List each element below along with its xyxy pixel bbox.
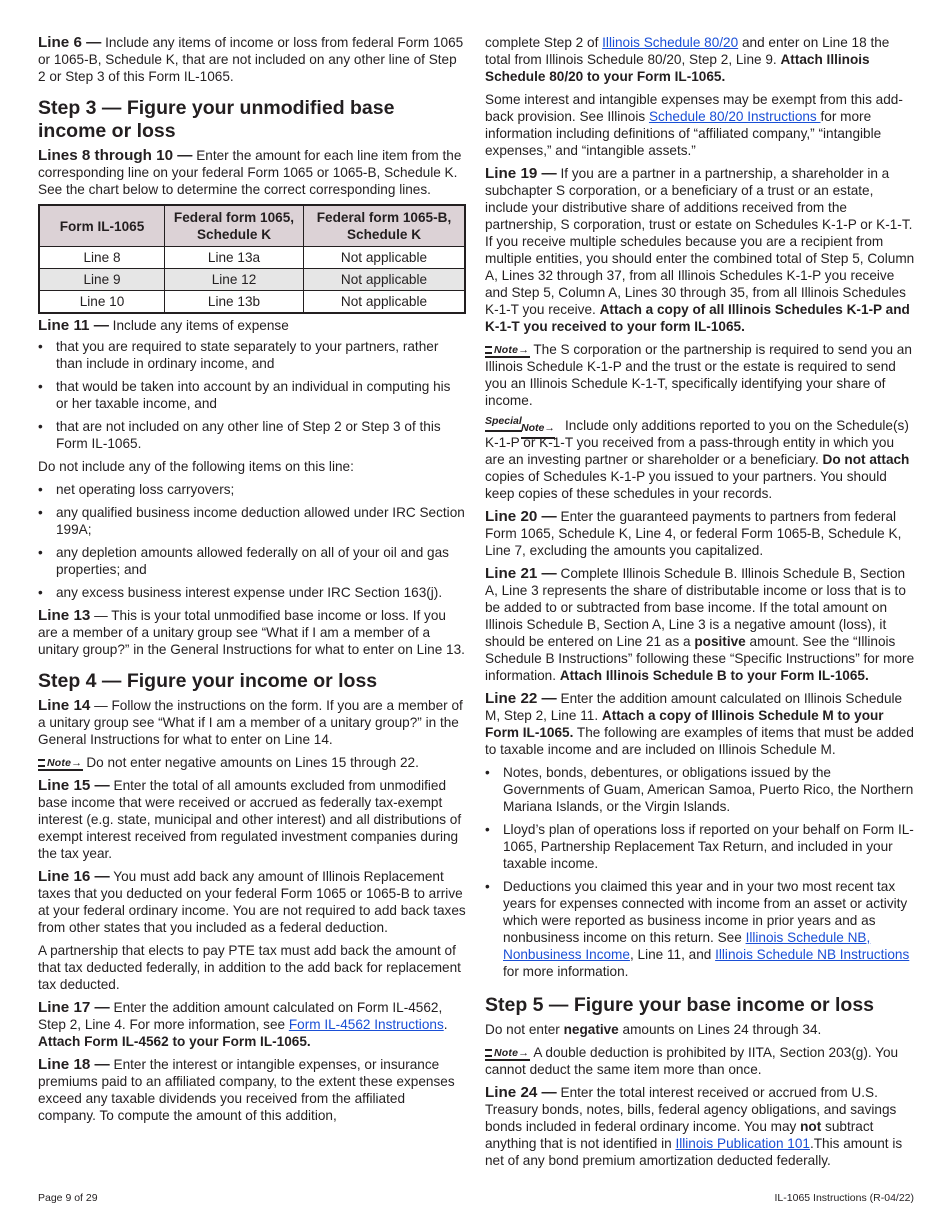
line17-period: . [443, 1017, 448, 1032]
line15-text: Enter the total of all amounts excluded from unmodified base income that were received or accrued as federally tax-exempt interest (e.g. state, municipal and other interest) and all distributions of exempt interest received from regulated investment companies during the tax year. [38, 778, 462, 861]
form-id: IL-1065 Instructions (R-04/22) [774, 1192, 914, 1204]
line17-paragraph [38, 999, 466, 1050]
line24-not: not [800, 1119, 822, 1134]
table-row [39, 291, 465, 314]
note14-text: Do not enter negative amounts on Lines 15 through 22. [86, 755, 419, 770]
table-cell: Not applicable [304, 247, 466, 269]
table-cell: Line 13b [165, 291, 304, 314]
b3-text-b: , Line 11, and [629, 947, 716, 962]
list-item: • Notes, bonds, debentures, or obligations issued by the Governments of Guam, American Samoa, Puerto Rico, the Northern Mariana Islands, or the Virgin Islands. [485, 764, 915, 815]
list-item: • any excess business interest expense under IRC Section 163(j). [38, 584, 466, 601]
lines8-10-text: Enter the amount for each line item from the corresponding line on your federal Form 1065 or 1065-B, Schedule K. See the chart below to determine the correct corresponding lines. [38, 148, 462, 197]
form-il4562-instructions-link[interactable]: Form IL-4562 Instructions [288, 1017, 444, 1032]
line11-list [38, 338, 466, 452]
line15-paragraph [38, 777, 466, 862]
line20-label: Line 20 — [485, 508, 557, 525]
special-note-icon [485, 415, 563, 433]
schedule-nb-link[interactable]: Illinois Schedule NB, Nonbusiness Income [503, 930, 871, 962]
line6-text: Include any items of income or loss from federal Form 1065 or 1065-B, Schedule K, that are not included on any other line of Step 2 or Step 3 of this Form IL-1065. [38, 35, 464, 84]
line21-label: Line 21 — [485, 565, 557, 582]
line17-attach-text: Attach Form IL-4562 to your Form IL-1065. [38, 1034, 311, 1049]
line11-text: Include any items of expense [108, 318, 289, 333]
note-line14 [38, 754, 466, 771]
note-label: Note [47, 757, 72, 769]
special-note-label: Note→ [521, 420, 555, 439]
line21-text: Complete Illinois Schedule B. Illinois Schedule B, Section A, Line 3 represents the share of distributable income or loss that is to be added to or subtracted from base income. If the total amount on Illinois Schedule B, Section A, Line 3 is a negative amount (loss), it should be entered on Line 21 as a [485, 566, 906, 649]
cont-text-a: complete Step 2 of [485, 35, 603, 50]
exclude-list [38, 481, 466, 601]
step5-heading: Step 5 — Figure your base income or loss [485, 994, 875, 1016]
line14-paragraph [38, 697, 466, 748]
list-item: • any qualified business income deduction allowed under IRC Section 199A; [38, 504, 466, 538]
pte-paragraph: A partnership that elects to pay PTE tax must add back the amount of that tax deducted federally, in addition to the add back for replacement tax deducted. [38, 943, 461, 992]
step5-intro [485, 1021, 915, 1038]
special-note-word: Note [521, 422, 545, 434]
table-cell: Line 10 [39, 291, 165, 314]
table-header: Federal form 1065, Schedule K [165, 205, 304, 247]
line21-paragraph [485, 565, 915, 684]
line22-attach-text: Attach a copy of Illinois Schedule M to your Form IL-1065. [485, 708, 884, 740]
special-note [485, 415, 915, 502]
line14-text: — Follow the instructions on the form. If you are a member of a unitary group see “What if I am a member of a unitary group?” in the General Instructions for what to enter on Line 14. [38, 698, 463, 747]
table-row [39, 269, 465, 291]
line11-label: Line 11 — [38, 317, 109, 334]
table-cell: Line 12 [165, 269, 304, 291]
do-not-include-text: Do not include any of the following items on this line: [38, 459, 354, 474]
list-item: • net operating loss carryovers; [38, 481, 466, 498]
line19-attach-text: Attach a copy of all Illinois Schedules K-1-P and K-1-T you received to your form IL-1065. [485, 302, 910, 334]
lines8-10-label: Lines 8 through 10 — [38, 147, 193, 164]
publication-101-link[interactable]: Illinois Publication 101 [675, 1136, 810, 1151]
special-do-not-attach: Do not attach [822, 452, 910, 467]
line20-text: Enter the guaranteed payments to partners from federal Form 1065, Schedule K, Line 4, or federal Form 1065-B, Schedule K, Line 7, excluding the amounts you capitalized. [485, 509, 902, 558]
note-icon: Note→ [485, 1048, 530, 1061]
line17-text: Enter the addition amount calculated on Form IL-4562, Step 2, Line 4. For more information, see [38, 1000, 443, 1032]
special-text-b: copies of Schedules K-1-P you issued to your partners. You should keep copies of these schedules in your records. [485, 469, 887, 501]
line21-positive: positive [694, 634, 746, 649]
line22-text: Enter the addition amount calculated on Illinois Schedule M, Step 2, Line 11. [485, 691, 903, 723]
line19-paragraph [485, 165, 915, 335]
line-correspondence-table [38, 204, 466, 314]
line19-label: Line 19 — [485, 165, 557, 182]
schedule-m-list [485, 764, 915, 980]
line17-label: Line 17 — [38, 999, 110, 1016]
table-cell: Line 9 [39, 269, 165, 291]
exempt-text-a: Some interest and intangible expenses may be exempt from this add-back provision. See Illinois [485, 92, 903, 124]
table-header: Federal form 1065-B, Schedule K [304, 205, 466, 247]
line24-text2: subtract anything that is not identified in [485, 1119, 874, 1151]
line6-paragraph [38, 34, 466, 85]
line13-label: Line 13 [38, 607, 91, 624]
table-cell: Not applicable [304, 291, 466, 314]
line22-paragraph [485, 690, 915, 758]
table-header: Form IL-1065 [39, 205, 165, 247]
line18-paragraph [38, 1056, 466, 1124]
cont-attach-text: Attach Illinois Schedule 80/20 to your Form IL-1065. [485, 52, 870, 84]
b3-text-c: for more information. [503, 964, 629, 979]
schedule-nb-instructions-link[interactable]: Illinois Schedule NB Instructions [715, 947, 910, 962]
line24-text: Enter the total interest received or accrued from U.S. Treasury bonds, notes, bills, federal agency obligations, and savings bonds included in federal ordinary income. You may [485, 1085, 897, 1134]
line11-paragraph [38, 317, 466, 334]
line6-label: Line 6 — [38, 34, 102, 51]
line22-text2: The following are examples of items that must be added to taxable income and are included on Illinois Schedule M. [485, 725, 914, 757]
step3-heading: Step 3 — Figure your unmodified base income or loss [38, 97, 395, 142]
b3-text-a: Deductions you claimed this year and in your two most recent tax years for expenses connected with income from an asset or activity which were reported as business income in prior years and as nonbusiness income on this return. See [503, 879, 908, 945]
list-item: • that you are required to state separately to your partners, rather than include in ordinary income, and [38, 338, 466, 372]
line13-text: — This is your total unmodified base income or loss. If you are a member of a unitary group see “What if I am a member of a unitary group?” in the General Instructions for what to enter on Line 13. [38, 608, 465, 657]
step5-negative: negative [563, 1022, 619, 1037]
line20-paragraph [485, 508, 915, 559]
line21-attach-text: Attach Illinois Schedule B to your Form IL-1065. [559, 668, 869, 683]
lines8-10-paragraph [38, 147, 466, 198]
table-header-row [39, 205, 465, 247]
line18-text: Enter the interest or intangible expenses, or insurance premiums paid to an affiliated company, to the extent these expenses exceed any taxable dividends you received from the affiliated company. To compute the amount of this addition, [38, 1057, 455, 1123]
list-item [485, 878, 915, 980]
table-cell: Not applicable [304, 269, 466, 291]
line16-text: You must add back any amount of Illinois Replacement taxes that you deducted on your federal Form 1065 or 1065-B to arrive at your federal ordinary income. You are not required to add back taxes from other states that you included as a federal deduction. [38, 869, 466, 935]
page-number: Page 9 of 29 [38, 1192, 98, 1204]
line24-paragraph [485, 1084, 915, 1169]
line21-text2: amount. See the “Illinois Schedule B Instructions” following these “Specific Instructions” for more information. [485, 634, 915, 683]
right-column [485, 34, 915, 1175]
table-cell: Line 8 [39, 247, 165, 269]
line13-paragraph [38, 607, 466, 658]
note-icon: Note→ [485, 345, 530, 358]
note-label: Note [494, 344, 519, 356]
step5-text-a: Do not enter [485, 1022, 564, 1037]
table-cell: Line 13a [165, 247, 304, 269]
schedule-80-20-link[interactable]: Illinois Schedule 80/20 [602, 35, 739, 50]
line18-label: Line 18 — [38, 1056, 110, 1073]
note-step5 [485, 1044, 915, 1078]
line16-paragraph [38, 868, 466, 936]
line16-label: Line 16 — [38, 868, 110, 885]
list-item: • that would be taken into account by an individual in computing his or her taxable income, and [38, 378, 466, 412]
note-line19 [485, 341, 915, 409]
table-row [39, 247, 465, 269]
line22-label: Line 22 — [485, 690, 557, 707]
note-icon: Note→ [38, 758, 83, 771]
special-label: Special [485, 413, 522, 432]
special-text-a: Include only additions reported to you on the Schedule(s) K-1-P or K-1-T you received from a pass-through entity in which you are an investing partner or shareholder or a beneficiary. [485, 418, 909, 467]
list-item: • Lloyd’s plan of operations loss if reported on your behalf on Form IL-1065, Partnership Replacement Tax Return, and included in your taxable income. [485, 821, 915, 872]
cont-text-b: and enter on Line 18 the total from Illinois Schedule 80/20, Step 2, Line 9. [485, 35, 890, 67]
list-item: • that are not included on any other line of Step 2 or Step 3 of this Form IL-1065. [38, 418, 466, 452]
list-item: • any depletion amounts allowed federally on all of your oil and gas properties; and [38, 544, 466, 578]
note19-text: The S corporation or the partnership is required to send you an Illinois Schedule K-1-P and the trust or the estate is required to send you an Illinois Schedule K-1-T, specifically identifying your share of income. [485, 342, 912, 408]
exempt-text-b: for more information including definitions of “affiliated company,” “intangible expenses,” and “intangible assets.” [485, 109, 882, 158]
line15-label: Line 15 — [38, 777, 110, 794]
left-column [38, 34, 466, 1130]
line18-continued [485, 34, 915, 85]
note-label: Note [494, 1047, 519, 1059]
line19-text: If you are a partner in a partnership, a shareholder in a subchapter S corporation, or a beneficiary of a trust or an estate, include your distributive share of additions received from the partnership, S corporation, trust or estate on Schedules K-1-P or K-1-T. If you receive multiple schedules because you are a recipient from multiple entities, you should enter the combined total of Step 5, Column A, Lines 32 through 37, from all Illinois Schedules K-1-P you receive and Step 5, Column A, Lines 30 through 35, from all Illinois Schedules K-1-T you receive. [485, 166, 915, 317]
line14-label: Line 14 [38, 697, 91, 714]
note5-text: A double deduction is prohibited by IITA, Section 203(g). You cannot deduct the same item more than once. [485, 1045, 899, 1077]
line24-text3: .This amount is net of any bond premium amortization deducted federally. [485, 1136, 903, 1168]
schedule-80-20-instructions-link[interactable]: Schedule 80/20 Instructions [648, 109, 821, 124]
exempt-paragraph [485, 91, 915, 159]
step5-text-b: amounts on Lines 24 through 34. [618, 1022, 822, 1037]
line24-label: Line 24 — [485, 1084, 557, 1101]
step4-heading: Step 4 — Figure your income or loss [38, 670, 378, 692]
